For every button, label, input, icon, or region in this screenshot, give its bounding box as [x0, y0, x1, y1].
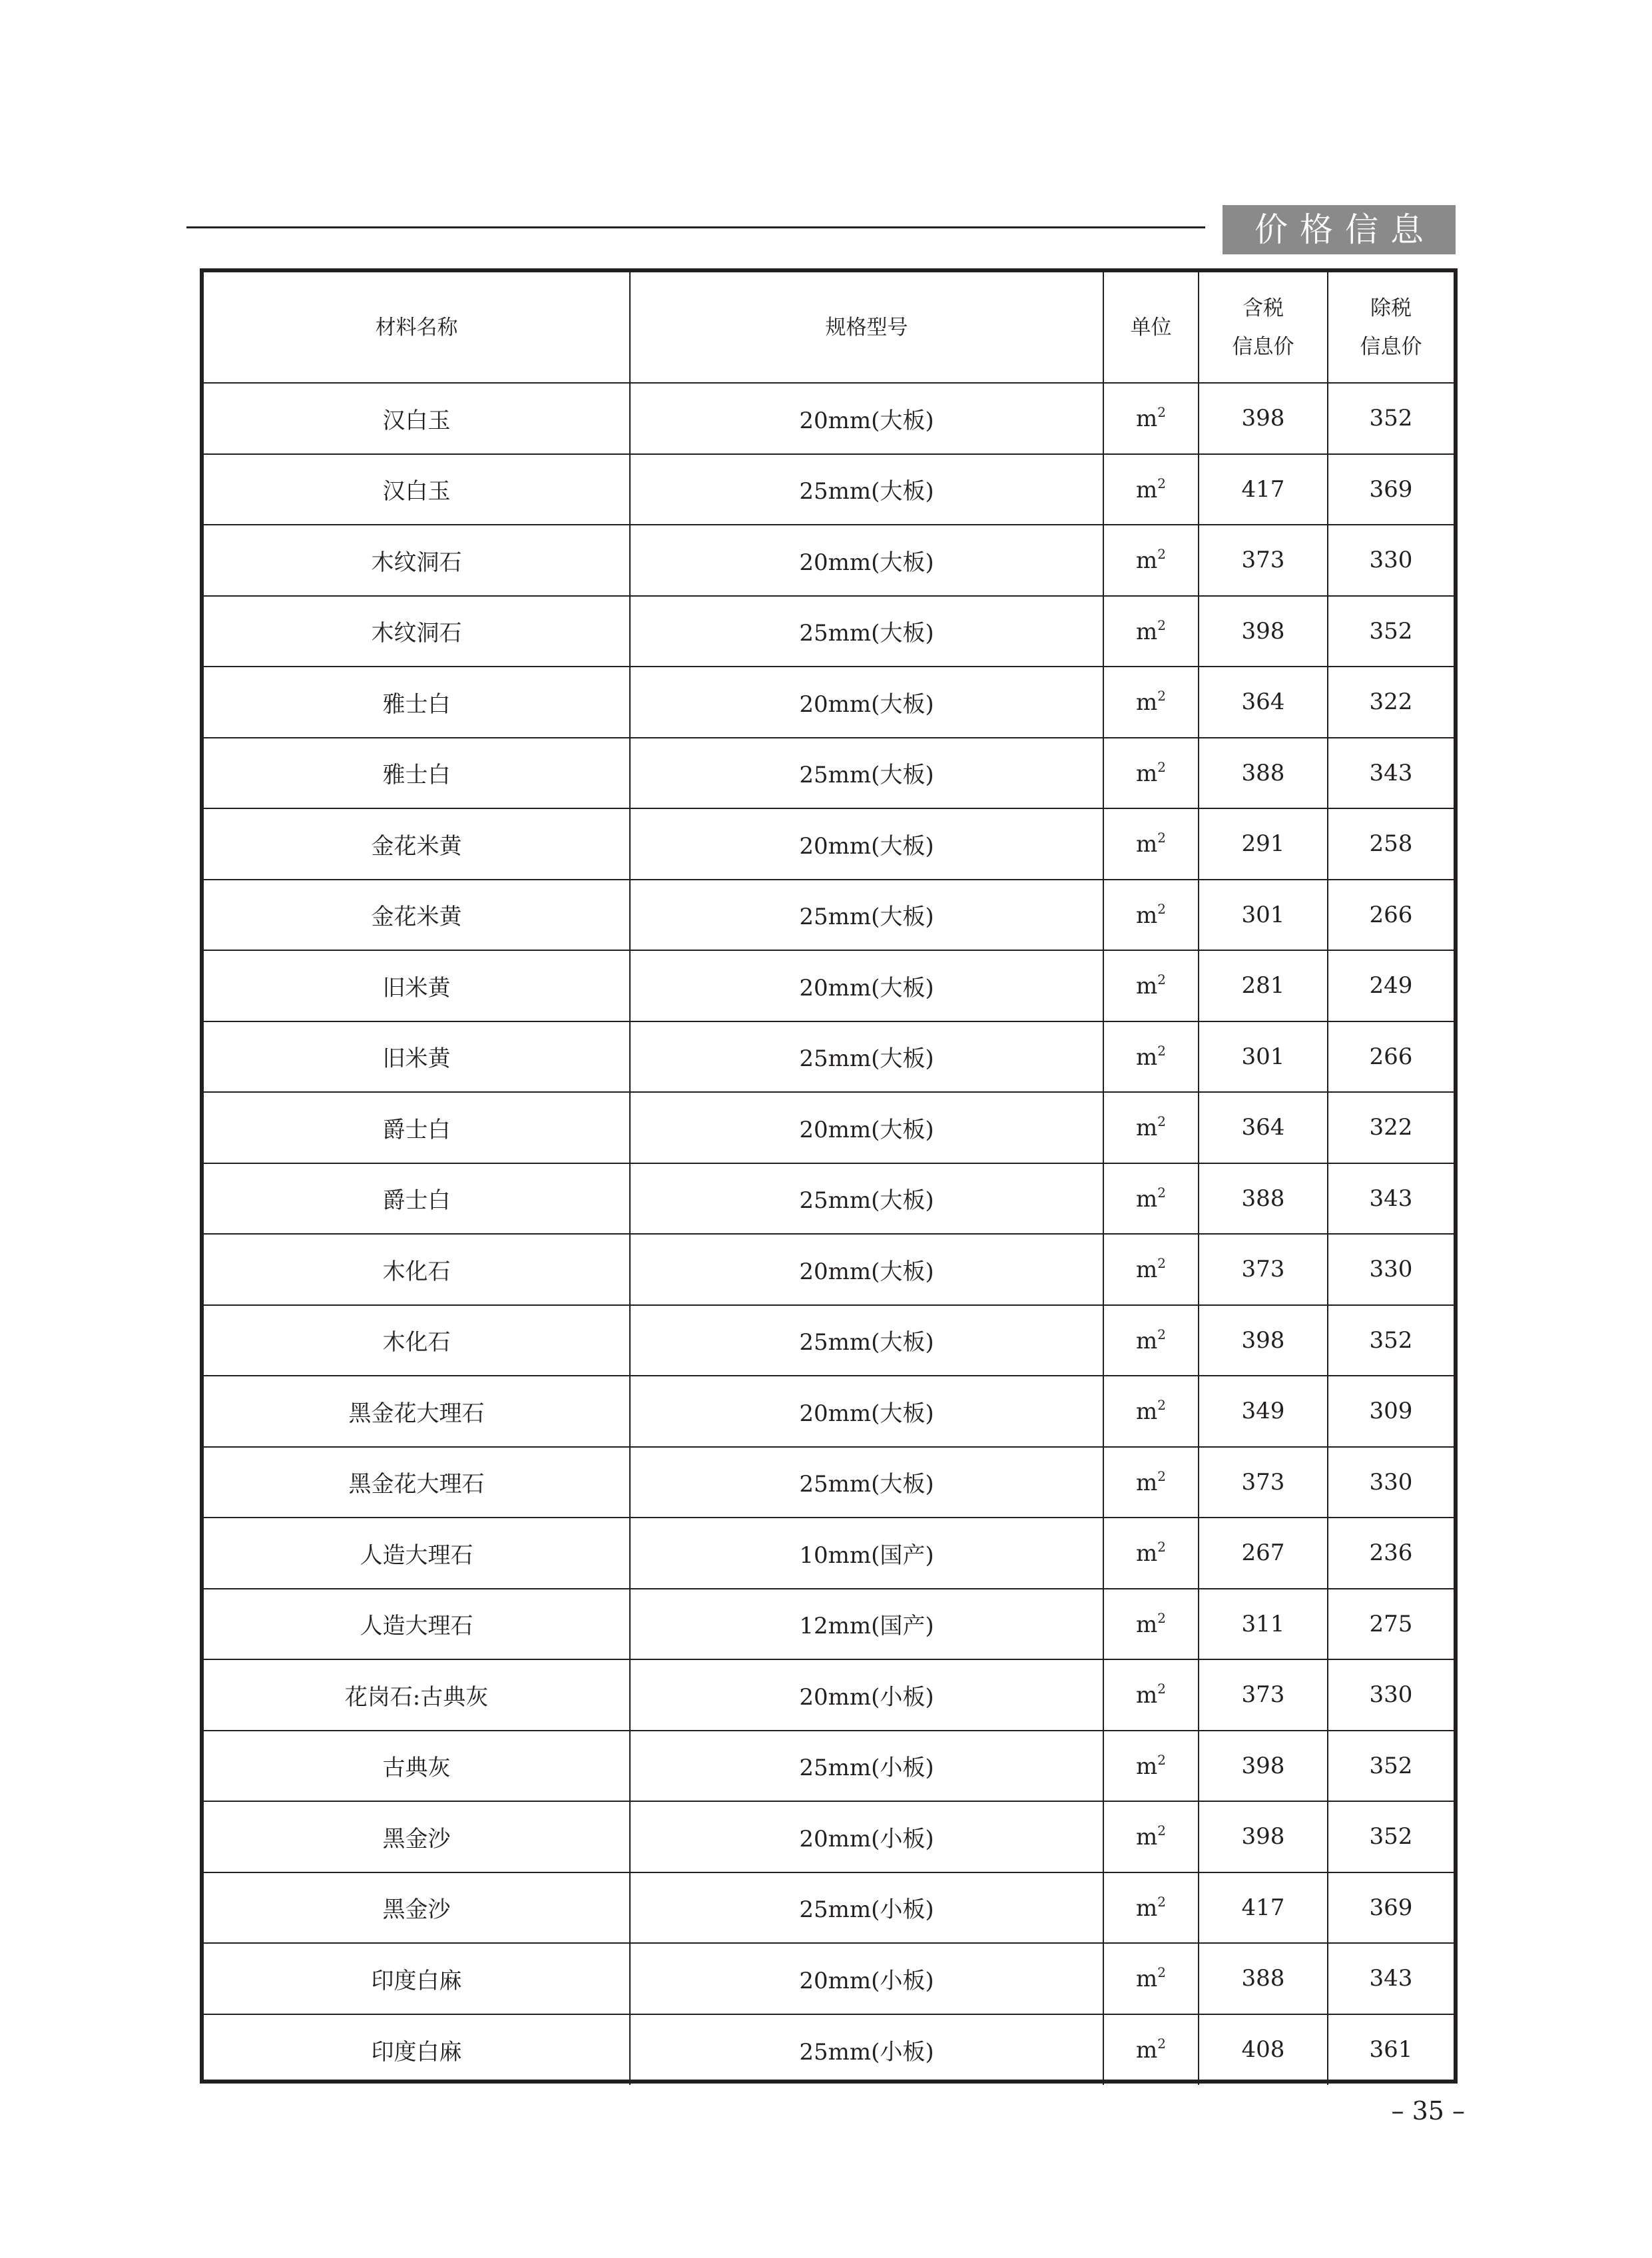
unit-base: m [1136, 760, 1158, 787]
unit-base: m [1136, 1966, 1158, 1993]
column-header-name: 材料名称 [204, 272, 630, 383]
column-header-tax-excluded-line1: 除税 [1370, 296, 1412, 320]
unit-exponent: 2 [1157, 1751, 1166, 1768]
unit-exponent: 2 [1157, 1609, 1166, 1626]
cell-unit [1103, 596, 1199, 667]
cell-unit [1103, 1376, 1199, 1447]
cell-tax-included-price: 398 [1199, 1731, 1328, 1802]
cell-unit [1103, 667, 1199, 738]
table-row [204, 383, 1454, 454]
unit-base: m [1136, 1611, 1158, 1638]
unit-exponent: 2 [1157, 2036, 1166, 2052]
table-row [204, 808, 1454, 880]
column-header-tax-included [1199, 272, 1328, 383]
unit-base: m [1136, 1894, 1158, 1922]
cell-tax-included-price: 388 [1199, 738, 1328, 809]
cell-unit [1103, 525, 1199, 596]
cell-tax-included-price: 373 [1199, 1447, 1328, 1518]
cell-material-name: 花岗石:古典灰 [204, 1659, 630, 1731]
unit-exponent: 2 [1157, 404, 1166, 421]
unit-base: m [1136, 406, 1158, 433]
cell-material-name: 木化石 [204, 1234, 630, 1305]
unit-base: m [1136, 902, 1158, 929]
cell-unit [1103, 950, 1199, 1021]
cell-tax-excluded-price: 330 [1328, 1659, 1454, 1731]
cell-material-name: 旧米黄 [204, 1021, 630, 1093]
table-row [204, 950, 1454, 1021]
cell-material-name: 旧米黄 [204, 950, 630, 1021]
table-row [204, 1447, 1454, 1518]
cell-spec: 25mm(小板) [630, 2014, 1103, 2086]
cell-tax-excluded-price: 343 [1328, 1163, 1454, 1235]
cell-material-name: 汉白玉 [204, 454, 630, 525]
table-row [204, 1872, 1454, 1944]
unit-base: m [1136, 2037, 1158, 2064]
cell-spec: 25mm(大板) [630, 1163, 1103, 1235]
cell-tax-excluded-price: 352 [1328, 1305, 1454, 1376]
table-row [204, 2014, 1454, 2086]
cell-tax-excluded-price: 258 [1328, 808, 1454, 880]
unit-base: m [1136, 831, 1158, 858]
unit-exponent: 2 [1157, 688, 1166, 705]
cell-tax-included-price: 373 [1199, 525, 1328, 596]
unit-base: m [1136, 1043, 1158, 1071]
cell-unit [1103, 738, 1199, 809]
cell-spec: 20mm(大板) [630, 525, 1103, 596]
cell-tax-excluded-price: 249 [1328, 950, 1454, 1021]
cell-tax-excluded-price: 343 [1328, 1943, 1454, 2014]
cell-tax-included-price: 388 [1199, 1163, 1328, 1235]
unit-base: m [1136, 476, 1158, 503]
header-rule [186, 226, 1205, 228]
cell-material-name: 人造大理石 [204, 1518, 630, 1589]
unit-exponent: 2 [1157, 1539, 1166, 1555]
unit-base: m [1136, 547, 1158, 575]
cell-spec: 20mm(小板) [630, 1801, 1103, 1872]
cell-unit [1103, 1589, 1199, 1660]
cell-spec: 20mm(大板) [630, 1376, 1103, 1447]
cell-material-name: 汉白玉 [204, 383, 630, 454]
cell-material-name: 木纹洞石 [204, 596, 630, 667]
unit-base: m [1136, 1753, 1158, 1780]
table-row [204, 1092, 1454, 1163]
cell-spec: 25mm(大板) [630, 454, 1103, 525]
cell-unit [1103, 1092, 1199, 1163]
unit-base: m [1136, 1115, 1158, 1142]
column-header-unit: 单位 [1103, 272, 1199, 383]
table-row [204, 738, 1454, 809]
cell-tax-excluded-price: 352 [1328, 1801, 1454, 1872]
cell-tax-included-price: 408 [1199, 2014, 1328, 2086]
unit-base: m [1136, 1469, 1158, 1496]
unit-exponent: 2 [1157, 1893, 1166, 1910]
cell-tax-included-price: 373 [1199, 1659, 1328, 1731]
unit-exponent: 2 [1157, 1255, 1166, 1272]
cell-tax-excluded-price: 330 [1328, 1447, 1454, 1518]
cell-unit [1103, 454, 1199, 525]
unit-exponent: 2 [1157, 546, 1166, 563]
cell-spec: 20mm(小板) [630, 1943, 1103, 2014]
cell-tax-excluded-price: 352 [1328, 383, 1454, 454]
cell-material-name: 雅士白 [204, 667, 630, 738]
cell-tax-included-price: 301 [1199, 880, 1328, 951]
cell-spec: 20mm(大板) [630, 383, 1103, 454]
cell-unit [1103, 1234, 1199, 1305]
unit-exponent: 2 [1157, 1468, 1166, 1484]
unit-base: m [1136, 618, 1158, 645]
cell-tax-excluded-price: 236 [1328, 1518, 1454, 1589]
cell-spec: 20mm(大板) [630, 808, 1103, 880]
section-title: 价格信息 [1223, 205, 1456, 254]
table-row [204, 454, 1454, 525]
unit-exponent: 2 [1157, 830, 1166, 846]
cell-unit [1103, 1659, 1199, 1731]
cell-tax-excluded-price: 266 [1328, 880, 1454, 951]
cell-spec: 20mm(大板) [630, 1234, 1103, 1305]
cell-unit [1103, 1163, 1199, 1235]
cell-material-name: 木纹洞石 [204, 525, 630, 596]
column-header-tax-included-line1: 含税 [1242, 296, 1284, 320]
cell-spec: 25mm(大板) [630, 738, 1103, 809]
cell-tax-included-price: 301 [1199, 1021, 1328, 1093]
cell-tax-included-price: 398 [1199, 383, 1328, 454]
cell-tax-included-price: 417 [1199, 454, 1328, 525]
cell-material-name: 古典灰 [204, 1731, 630, 1802]
cell-material-name: 印度白麻 [204, 1943, 630, 2014]
table-row [204, 880, 1454, 951]
unit-exponent: 2 [1157, 758, 1166, 775]
cell-unit [1103, 880, 1199, 951]
cell-spec: 12mm(国产) [630, 1589, 1103, 1660]
cell-tax-excluded-price: 343 [1328, 738, 1454, 809]
cell-material-name: 印度白麻 [204, 2014, 630, 2086]
cell-unit [1103, 1021, 1199, 1093]
table-row [204, 596, 1454, 667]
table-row [204, 1163, 1454, 1235]
cell-unit [1103, 1447, 1199, 1518]
cell-tax-included-price: 417 [1199, 1872, 1328, 1944]
unit-exponent: 2 [1157, 900, 1166, 917]
table-row [204, 1659, 1454, 1731]
cell-material-name: 黑金花大理石 [204, 1376, 630, 1447]
cell-unit [1103, 808, 1199, 880]
table-row [204, 1234, 1454, 1305]
unit-exponent: 2 [1157, 617, 1166, 633]
table-row [204, 1376, 1454, 1447]
column-header-spec: 规格型号 [630, 272, 1103, 383]
cell-tax-excluded-price: 369 [1328, 1872, 1454, 1944]
cell-spec: 20mm(大板) [630, 1092, 1103, 1163]
cell-tax-included-price: 291 [1199, 808, 1328, 880]
cell-tax-included-price: 281 [1199, 950, 1328, 1021]
price-table [204, 272, 1454, 2085]
cell-material-name: 爵士白 [204, 1092, 630, 1163]
cell-unit [1103, 2014, 1199, 2086]
cell-unit [1103, 1943, 1199, 2014]
unit-base: m [1136, 1257, 1158, 1284]
column-header-tax-excluded [1328, 272, 1454, 383]
table-row [204, 1021, 1454, 1093]
cell-material-name: 黑金沙 [204, 1872, 630, 1944]
cell-tax-excluded-price: 352 [1328, 596, 1454, 667]
cell-tax-excluded-price: 369 [1328, 454, 1454, 525]
cell-material-name: 人造大理石 [204, 1589, 630, 1660]
cell-tax-excluded-price: 322 [1328, 667, 1454, 738]
page-number: – 35 – [1391, 2096, 1465, 2125]
unit-base: m [1136, 1540, 1158, 1567]
unit-exponent: 2 [1157, 1964, 1166, 1981]
cell-spec: 20mm(小板) [630, 1659, 1103, 1731]
column-header-tax-excluded-line2: 信息价 [1360, 334, 1422, 359]
table-header-row [204, 272, 1454, 383]
cell-tax-excluded-price: 309 [1328, 1376, 1454, 1447]
unit-base: m [1136, 1398, 1158, 1426]
cell-unit [1103, 1518, 1199, 1589]
cell-tax-included-price: 398 [1199, 596, 1328, 667]
unit-exponent: 2 [1157, 972, 1166, 988]
cell-spec: 25mm(小板) [630, 1731, 1103, 1802]
unit-exponent: 2 [1157, 1184, 1166, 1201]
cell-material-name: 雅士白 [204, 738, 630, 809]
cell-spec: 20mm(大板) [630, 667, 1103, 738]
cell-tax-excluded-price: 361 [1328, 2014, 1454, 2086]
cell-spec: 25mm(小板) [630, 1872, 1103, 1944]
cell-spec: 20mm(大板) [630, 950, 1103, 1021]
cell-tax-included-price: 398 [1199, 1305, 1328, 1376]
cell-tax-included-price: 311 [1199, 1589, 1328, 1660]
price-table-frame [200, 268, 1458, 2084]
cell-tax-included-price: 398 [1199, 1801, 1328, 1872]
cell-tax-excluded-price: 330 [1328, 525, 1454, 596]
cell-material-name: 爵士白 [204, 1163, 630, 1235]
unit-exponent: 2 [1157, 1326, 1166, 1342]
unit-base: m [1136, 1185, 1158, 1213]
unit-exponent: 2 [1157, 1681, 1166, 1697]
cell-spec: 25mm(大板) [630, 880, 1103, 951]
cell-tax-excluded-price: 322 [1328, 1092, 1454, 1163]
table-row [204, 1943, 1454, 2014]
cell-spec: 25mm(大板) [630, 1021, 1103, 1093]
table-row [204, 1518, 1454, 1589]
cell-tax-included-price: 364 [1199, 1092, 1328, 1163]
unit-base: m [1136, 1824, 1158, 1851]
unit-base: m [1136, 689, 1158, 716]
table-row [204, 1305, 1454, 1376]
cell-unit [1103, 383, 1199, 454]
cell-material-name: 木化石 [204, 1305, 630, 1376]
unit-exponent: 2 [1157, 1823, 1166, 1839]
cell-tax-excluded-price: 330 [1328, 1234, 1454, 1305]
cell-spec: 25mm(大板) [630, 1305, 1103, 1376]
cell-spec: 25mm(大板) [630, 596, 1103, 667]
cell-unit [1103, 1801, 1199, 1872]
cell-tax-excluded-price: 266 [1328, 1021, 1454, 1093]
cell-tax-excluded-price: 275 [1328, 1589, 1454, 1660]
table-row [204, 1801, 1454, 1872]
table-row [204, 667, 1454, 738]
cell-tax-included-price: 364 [1199, 667, 1328, 738]
unit-base: m [1136, 1682, 1158, 1709]
cell-material-name: 黑金沙 [204, 1801, 630, 1872]
cell-unit [1103, 1731, 1199, 1802]
table-row [204, 525, 1454, 596]
unit-base: m [1136, 1327, 1158, 1354]
cell-tax-included-price: 349 [1199, 1376, 1328, 1447]
table-body [204, 383, 1454, 2085]
cell-tax-excluded-price: 352 [1328, 1731, 1454, 1802]
column-header-tax-included-line2: 信息价 [1232, 334, 1294, 359]
cell-tax-included-price: 267 [1199, 1518, 1328, 1589]
cell-tax-included-price: 373 [1199, 1234, 1328, 1305]
unit-base: m [1136, 973, 1158, 1000]
table-row [204, 1589, 1454, 1660]
table-row [204, 1731, 1454, 1802]
cell-material-name: 黑金花大理石 [204, 1447, 630, 1518]
unit-exponent: 2 [1157, 475, 1166, 491]
cell-spec: 10mm(国产) [630, 1518, 1103, 1589]
cell-spec: 25mm(大板) [630, 1447, 1103, 1518]
unit-exponent: 2 [1157, 1042, 1166, 1059]
cell-unit [1103, 1872, 1199, 1944]
cell-material-name: 金花米黄 [204, 880, 630, 951]
cell-material-name: 金花米黄 [204, 808, 630, 880]
unit-exponent: 2 [1157, 1113, 1166, 1130]
cell-unit [1103, 1305, 1199, 1376]
cell-tax-included-price: 388 [1199, 1943, 1328, 2014]
unit-exponent: 2 [1157, 1397, 1166, 1414]
